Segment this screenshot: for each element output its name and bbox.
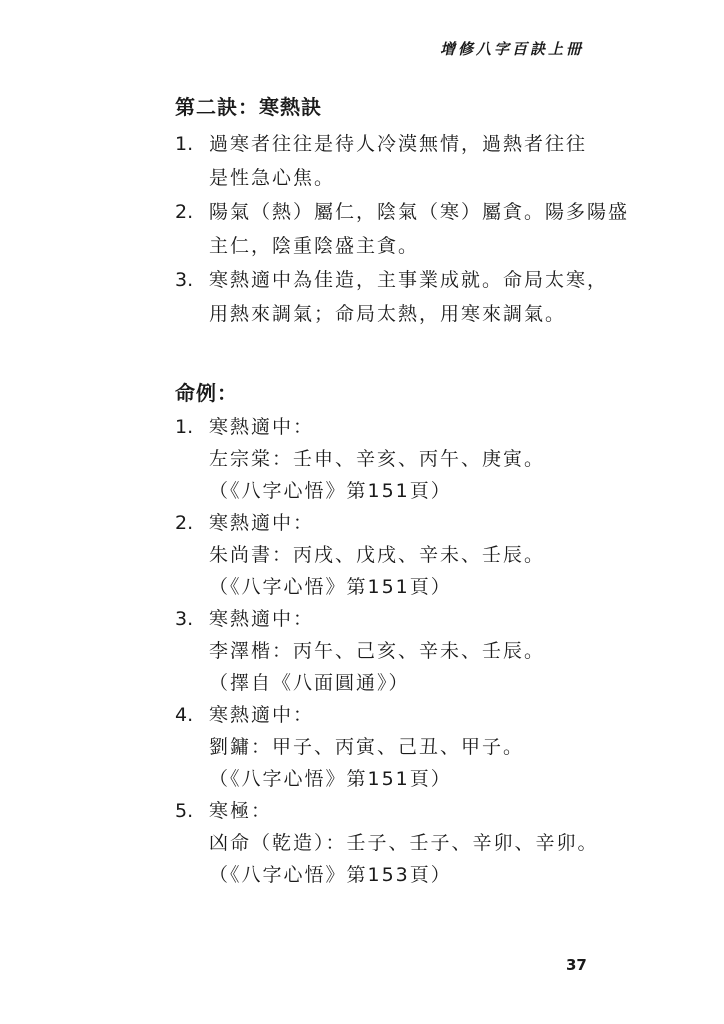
item-number: 2. (175, 201, 194, 223)
example-title: 寒熱適中： (209, 608, 315, 630)
example-chart: 凶命（乾造）：壬子、壬子、辛卯、辛卯。 (209, 832, 599, 854)
example-source: （《八字心悟》第151頁） (209, 480, 452, 502)
section-heading: 第二訣：寒熱訣 (175, 95, 322, 119)
example-item (175, 411, 595, 507)
item-number: 2. (175, 512, 194, 534)
example-source: （《八字心悟》第151頁） (209, 576, 452, 598)
rule-item (175, 195, 630, 263)
rule-line: 主仁，陰重陰盛主貪。 (209, 235, 420, 257)
item-number: 1. (175, 133, 194, 155)
item-number: 4. (175, 704, 194, 726)
examples-heading: 命例： (175, 381, 238, 405)
example-chart: 李澤楷：丙午、己亥、辛未、壬辰。 (209, 640, 546, 662)
example-chart: 朱尚書：丙戌、戊戌、辛未、壬辰。 (209, 544, 546, 566)
item-number: 1. (175, 416, 194, 438)
rules-list (175, 127, 630, 331)
rule-line: 過寒者往往是待人冷漠無情，過熱者往往 (209, 133, 588, 155)
examples-list (175, 411, 599, 891)
page-number: 37 (566, 956, 587, 974)
example-item (175, 795, 599, 891)
item-number: 3. (175, 269, 194, 291)
item-number: 3. (175, 608, 194, 630)
rule-line: 寒熱適中為佳造，主事業成就。命局太寒， (209, 269, 609, 291)
rule-line: 是性急心焦。 (209, 167, 336, 189)
page-content (175, 93, 630, 891)
example-source: （擇自《八面圓通》） (209, 672, 410, 694)
rule-line: 用熱來調氣；命局太熱，用寒來調氣。 (209, 303, 567, 325)
running-header: 增修八字百訣上冊 (439, 40, 584, 58)
example-item (175, 603, 595, 699)
example-title: 寒熱適中： (209, 416, 315, 438)
example-source: （《八字心悟》第153頁） (209, 864, 452, 886)
example-item (175, 507, 595, 603)
rule-line: 陽氣（熱）屬仁，陰氣（寒）屬貪。陽多陽盛 (209, 201, 630, 223)
example-chart: 左宗棠：壬申、辛亥、丙午、庚寅。 (209, 448, 546, 470)
rule-item (175, 263, 609, 331)
example-item (175, 699, 595, 795)
example-chart: 劉鏞：甲子、丙寅、己丑、甲子。 (209, 736, 525, 758)
example-title: 寒極： (209, 800, 273, 822)
item-number: 5. (175, 800, 194, 822)
rule-item (175, 127, 595, 195)
example-source: （《八字心悟》第151頁） (209, 768, 452, 790)
example-title: 寒熱適中： (209, 512, 315, 534)
example-title: 寒熱適中： (209, 704, 315, 726)
